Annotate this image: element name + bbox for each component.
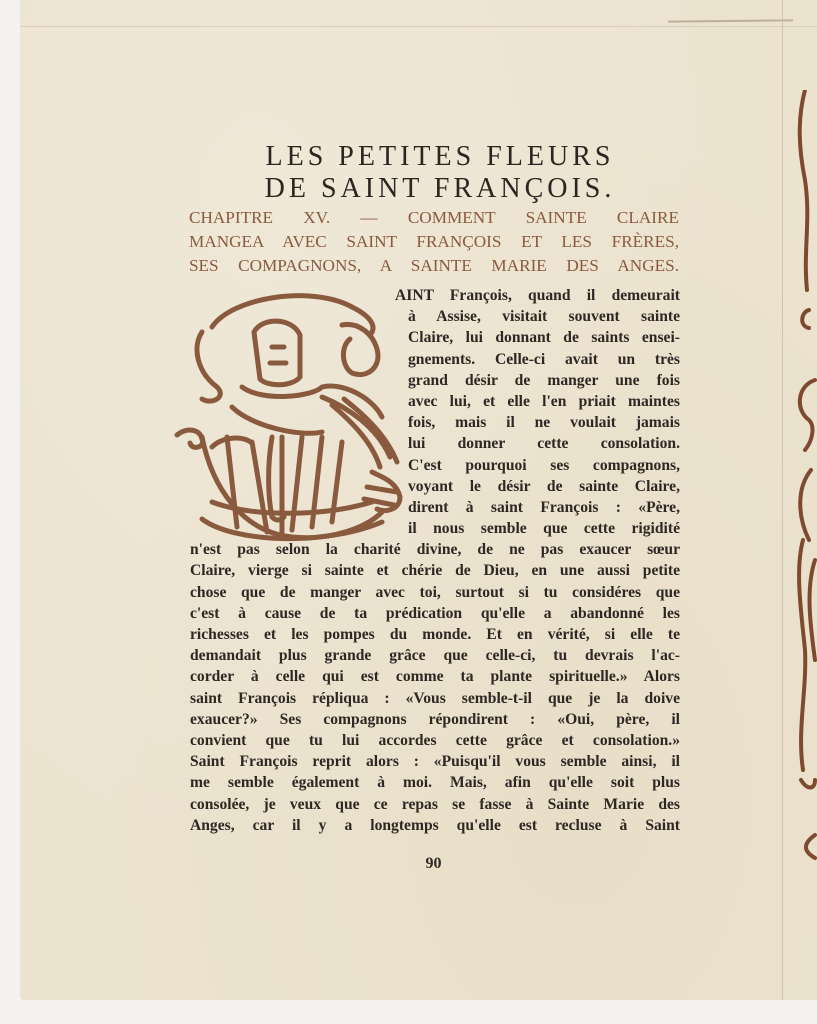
body-line: grand désir de manger une fois xyxy=(408,371,680,389)
chapter-heading-line-3: SES COMPAGNONS, A SAINTE MARIE DES ANGES. xyxy=(189,256,679,275)
facing-page-ornament-icon xyxy=(775,90,817,870)
body-line: avec lui, et elle l'en priait maintes xyxy=(408,392,680,410)
body-line: AINT François, quand il demeurait xyxy=(395,287,680,304)
body-line: richesses et les pompes du monde. Et en vérité, si elle te xyxy=(190,626,680,643)
body-line: chose que de manger avec toi, surtout si tu considéres que xyxy=(190,583,680,601)
body-line: demandait plus grande grâce que celle-ci, tu devrais l'ac- xyxy=(190,647,680,665)
top-fold-line xyxy=(20,26,817,27)
body-line: gnements. Celle-ci avait un très xyxy=(408,350,680,368)
body-line: consolée, je veux que ce repas se fasse à Sainte Marie des xyxy=(190,795,680,813)
body-line: fois, mais il ne voulait jamais xyxy=(408,414,680,432)
body-line: saint François répliqua : «Vous semble-t-il que je la doive xyxy=(190,689,680,707)
body-line: exaucer?» Ses compagnons répondirent : «Oui, père, il xyxy=(190,710,680,728)
chapter-heading xyxy=(189,206,679,278)
body-line: C'est pourquoi ses compagnons, xyxy=(408,456,680,474)
body-line: c'est à cause de ta prédication qu'elle a abandonné les xyxy=(190,604,680,622)
body-line: corder à celle qui est comme ta plante spirituelle.» Alors xyxy=(190,668,680,686)
body-line: me semble également à moi. Mais, afin qu'elle soit plus xyxy=(190,774,680,792)
body-line: à Assise, visitait souvent sainte xyxy=(408,308,680,326)
chapter-heading-line-1: CHAPITRE XV. — COMMENT SAINTE CLAIRE xyxy=(189,208,679,227)
body-line: dirent à saint François : «Père, xyxy=(408,498,680,516)
book-title xyxy=(190,141,690,205)
body-line: convient que tu lui accordes cette grâce et consolation.» xyxy=(190,731,680,749)
page-number: 90 xyxy=(425,855,442,872)
book-title-line-2: DE SAINT FRANÇOIS. xyxy=(264,173,616,204)
body-line: lui donner cette consolation. xyxy=(408,435,680,453)
body-line: Saint François reprit alors : «Puisqu'il vous semble ainsi, il xyxy=(190,753,680,771)
paper-crease xyxy=(668,19,793,22)
body-text xyxy=(190,285,680,836)
body-line: voyant le désir de sainte Claire, xyxy=(408,477,680,495)
body-line: il nous semble que cette rigidité xyxy=(408,520,680,538)
body-line: Claire, lui donnant de saints ensei- xyxy=(408,329,680,347)
body-line: Claire, vierge si sainte et chérie de Dieu, en une aussi petite xyxy=(190,562,680,580)
chapter-heading-line-2: MANGEA AVEC SAINT FRANÇOIS ET LES FRÈRES, xyxy=(189,232,679,251)
body-line: Anges, car il y a longtemps qu'elle est recluse à Saint xyxy=(190,816,680,834)
book-title-line-1: LES PETITES FLEURS xyxy=(265,141,615,172)
body-line: n'est pas selon la charité divine, de ne pas exaucer sœur xyxy=(190,541,680,559)
